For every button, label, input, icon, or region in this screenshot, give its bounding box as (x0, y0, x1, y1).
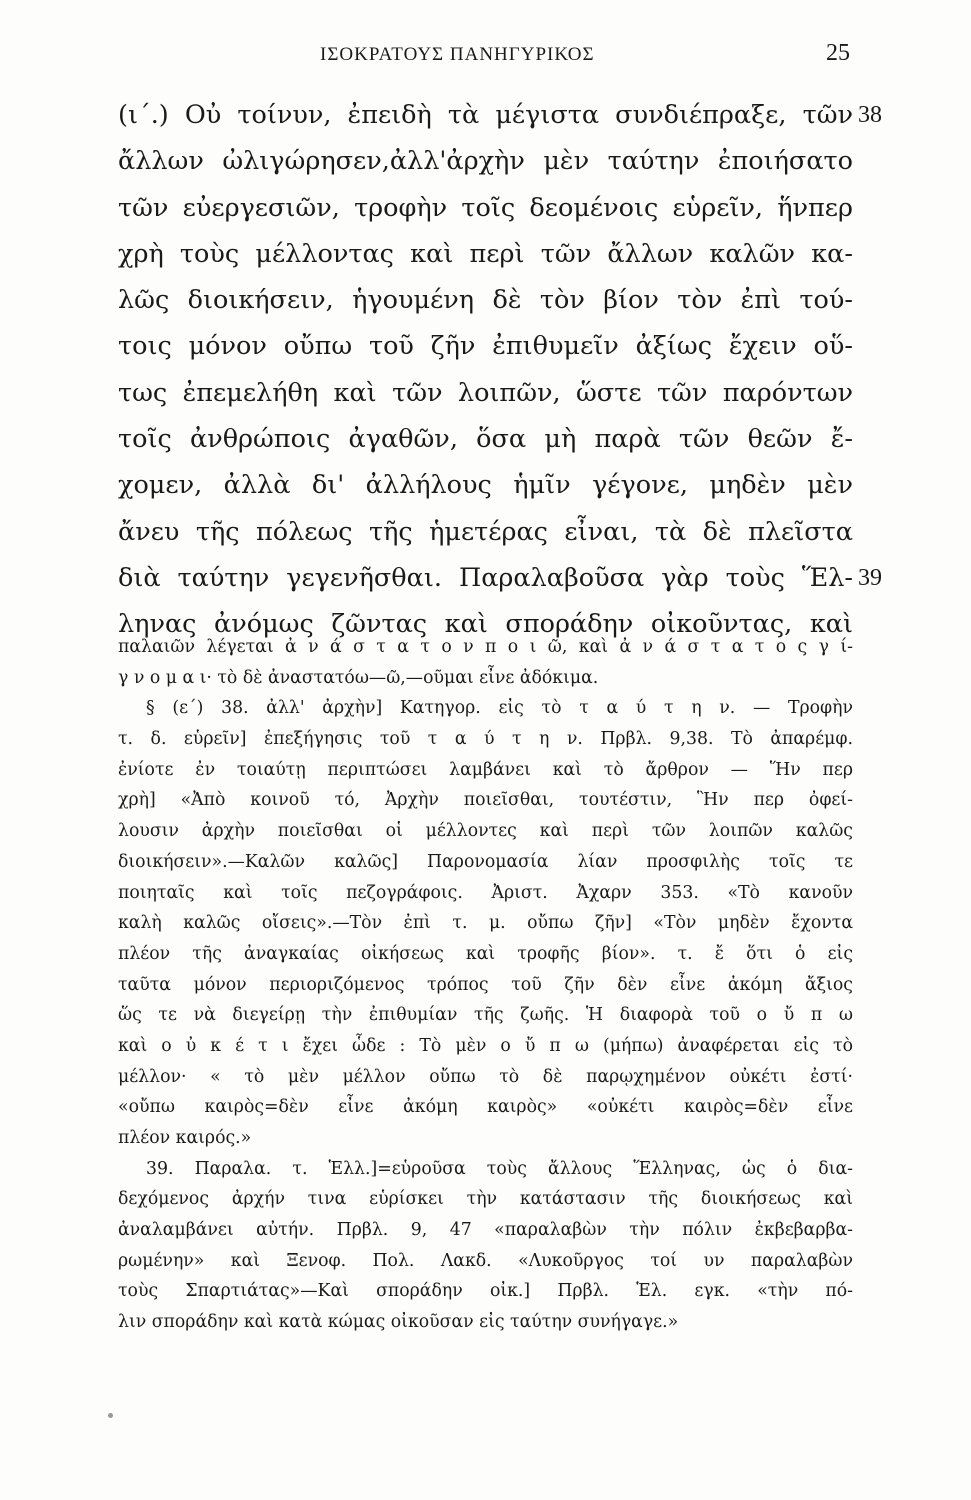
main-line: ἄλλων ὠλιγώρησεν,ἀλλ'ἀρχὴν μὲν ταύτην ἐποιήσατο (118, 146, 853, 177)
commentary-line: τ. δ. εὑρεῖν] ἐπεξήγησις τοῦ τ α ύ τ η ν. Πρβλ. 9,38. Τὸ ἀπαρέμφ. (118, 729, 853, 750)
commentary-line: χρὴ] «Ἀπὸ κοινοῦ τό, Ἀρχὴν ποιεῖσθαι, τουτέστιν, Ἣν περ ὀφεί- (118, 790, 853, 811)
commentary-line: 39. Παραλα. τ. Ἑλλ.]=εὑροῦσα τοὺς ἄλλους Ἕλληνας, ὡς ὁ δια- (146, 1158, 853, 1179)
main-line: λῶς διοικήσειν, ἡγουμένη δὲ τὸν βίον τὸν ἐπὶ τού- (118, 285, 853, 316)
commentary-line: ἐνίοτε ἐν τοιαύτῃ περιπτώσει λαμβάνει καὶ τὸ ἄρθρον — Ἥν περ (118, 759, 853, 780)
running-head: ΙΣΟΚΡΑΤΟΥΣ ΠΑΝΗΓΥΡΙΚΟΣ (320, 44, 595, 65)
main-line: ἄνευ τῆς πόλεως τῆς ἡμετέρας εἶναι, τὰ δὲ πλεῖστα (118, 516, 853, 547)
commentary-line: λιν σποράδην καὶ κατὰ κώμας οἰκοῦσαν εἰς ταύτην συνήγαγε.» (118, 1312, 679, 1333)
commentary-line: ὥς τε νὰ διεγείρῃ τὴν ἐπιθυμίαν τῆς ζωῆς. Ἡ διαφορὰ τοῦ ο ὔ π ω (118, 1005, 853, 1026)
commentary-line: πλέον τῆς ἀναγκαίας οἰκήσεως καὶ τροφῆς βίον». τ. ἔ ὅτι ὁ εἰς (118, 943, 853, 964)
main-line: τως ἐπεμελήθη καὶ τῶν λοιπῶν, ὥστε τῶν παρόντων (118, 377, 853, 408)
main-line: χομεν, ἀλλὰ δι' ἀλλήλους ἡμῖν γέγονε, μηδὲν μὲν (118, 470, 853, 501)
commentary-line: § (ε΄) 38. ἀλλ' ἀρχὴν] Κατηγορ. εἰς τὸ τ α ύ τ η ν. — Τροφὴν (146, 698, 853, 719)
margin-number: 38 (858, 102, 882, 128)
commentary-line: ἀναλαμβάνει αὐτήν. Πρβλ. 9, 47 «παραλαβὼν τὴν πόλιν ἐκβεβαρβα- (118, 1220, 853, 1241)
main-line: ληνας ἀνόμως ζῶντας καὶ σποράδην οἰκοῦντας, καὶ (118, 609, 853, 640)
main-line: χρὴ τοὺς μέλλοντας καὶ περὶ τῶν ἄλλων καλῶν κα- (118, 238, 853, 269)
page-number: 25 (826, 40, 850, 66)
commentary-line: δεχόμενος ἀρχήν τινα εὑρίσκει τὴν κατάστασιν τῆς διοικήσεως καὶ (118, 1189, 853, 1210)
margin-number: 39 (858, 564, 882, 591)
main-line: (ι΄.) Οὐ τοίνυν, ἐπειδὴ τὰ μέγιστα συνδιέπραξε, τῶν 38 (118, 92, 853, 138)
ink-dot (108, 1413, 113, 1418)
commentary-line: ποιηταῖς καὶ τοῖς πεζογράφοις. Ἀριστ. Ἀχαρν 353. «Τὸ κανοῦν (118, 882, 853, 903)
commentary-line: ταῦτα μόνον περιοριζόμενος τρόπος τοῦ ζῆν δὲν εἶνε ἀκόμη ἄξιος (118, 974, 853, 995)
commentary-line: γ ν ο μ α ι· τὸ δὲ ἀναστατόω—ῶ,—οῦμαι εἶνε ἀδόκιμα. (118, 667, 599, 688)
main-line: διὰ ταύτην γεγενῆσθαι. Παραλαβοῦσα γὰρ τοὺς Ἕλ- 39 (118, 555, 853, 601)
commentary-line: καὶ ο ὐ κ έ τ ι ἔχει ὧδε : Τὸ μὲν ο ὔ π ω (μήπω) ἀναφέρεται εἰς τὸ (118, 1035, 853, 1056)
commentary-line: καλὴ καλῶς οἴσεις».—Τὸν ἐπὶ τ. μ. οὔπω ζῆν] «Τὸν μηδὲν ἔχοντα (118, 913, 853, 934)
page-header (140, 40, 850, 70)
commentary-line: «οὔπω καιρὸς=δὲν εἶνε ἀκόμη καιρὸς» «οὐκέτι καιρὸς=δὲν εἶνε (118, 1097, 853, 1118)
commentary-line: ρωμένην» καὶ Ξενοφ. Πολ. Λακδ. «Λυκοῦργος τοί υν παραλαβὼν (118, 1250, 853, 1271)
commentary-line: τοὺς Σπαρτιάτας»—Καὶ σποράδην οἰκ.] Πρβλ. Ἑλ. εγκ. «τὴν πό- (118, 1281, 853, 1302)
commentary-line: παλαιῶν λέγεται ἀ ν ά σ τ α τ ο ν π ο ι ῶ, καὶ ἀ ν ά σ τ α τ ο ς γ ί- (118, 637, 853, 657)
main-text (118, 92, 882, 648)
commentary-line: μέλλον· « τὸ μὲν μέλλον οὔπω τὸ δὲ παρῳχημένον οὐκέτι ἐστί· (118, 1066, 853, 1087)
commentary-line: πλέον καιρός.» (118, 1128, 252, 1148)
main-line: τοις μόνον οὔπω τοῦ ζῆν ἐπιθυμεῖν ἀξίως ἔχειν οὕ- (118, 331, 853, 362)
commentary-line: διοικήσειν».—Καλῶν καλῶς] Παρονομασία λίαν προσφιλὴς τοῖς τε (118, 851, 853, 872)
main-line: τῶν εὐεργεσιῶν, τροφὴν τοῖς δεομένοις εὑρεῖν, ἥνπερ (118, 192, 853, 223)
commentary-line: λουσιν ἀρχὴν ποιεῖσθαι οἱ μέλλοντες καὶ περὶ τῶν λοιπῶν καλῶς (118, 821, 853, 842)
commentary (118, 632, 853, 1338)
main-line: τοῖς ἀνθρώποις ἀγαθῶν, ὅσα μὴ παρὰ τῶν θεῶν ἔ- (118, 424, 853, 455)
